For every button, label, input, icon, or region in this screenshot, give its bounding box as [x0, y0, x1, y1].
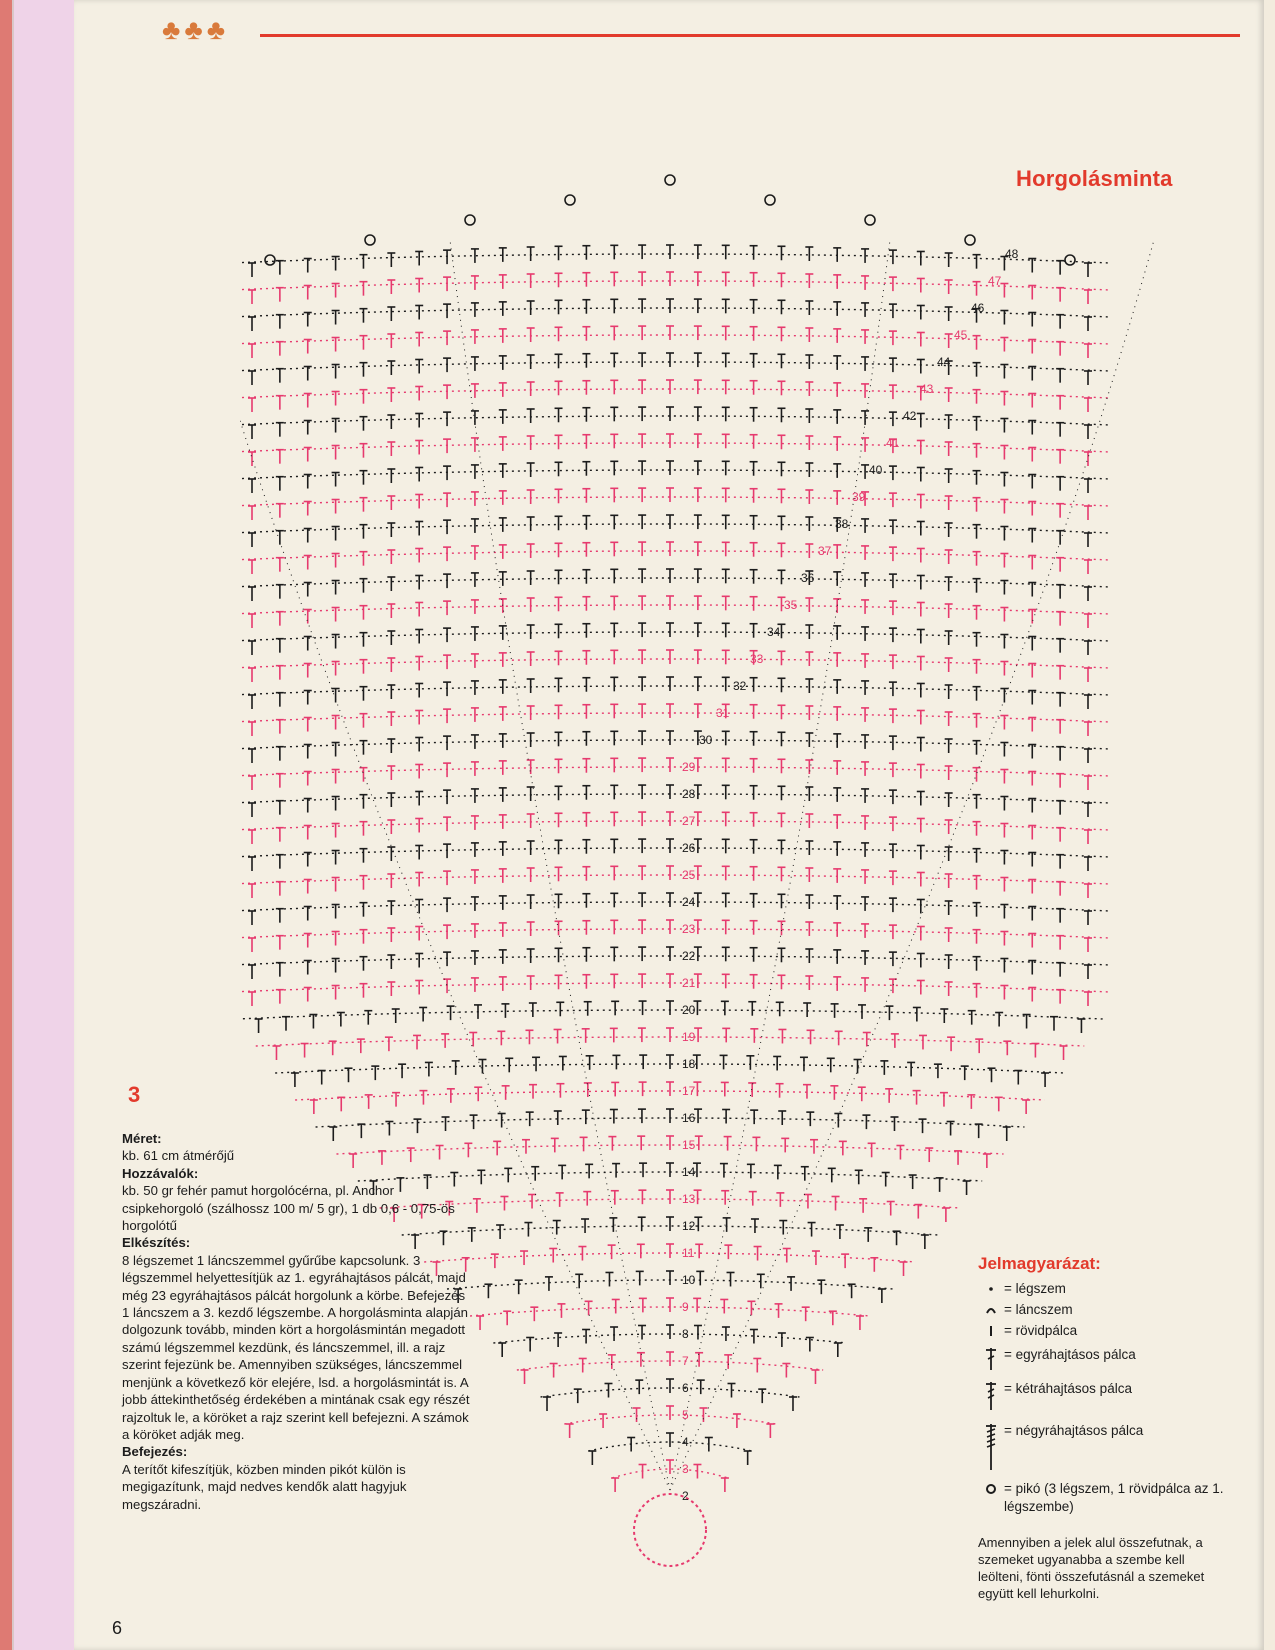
pattern-number: 3: [128, 1082, 141, 1107]
round-number: 13: [682, 1192, 696, 1206]
round-number: 14: [682, 1165, 696, 1179]
picot-mark: [365, 235, 375, 245]
round-number: 25: [682, 868, 696, 882]
round-number: 27: [682, 814, 696, 828]
picot-mark: [465, 215, 475, 225]
instructions: [122, 1130, 470, 1513]
round-number: 38: [835, 517, 849, 531]
legend-label: = légszem: [1004, 1281, 1066, 1296]
round-number: 35: [784, 598, 798, 612]
legend-item: [978, 1280, 1248, 1298]
legend-item: [978, 1322, 1248, 1340]
legend-item: [978, 1422, 1248, 1472]
legend-label: = pikó (3 légszem, 1 rövidpálca az 1. légszembe): [1004, 1481, 1224, 1514]
legend-label: = négyráhajtásos pálca: [1004, 1423, 1144, 1438]
legend-title: Jelmagyarázat:: [978, 1254, 1101, 1273]
diagram-title: Horgolásminta: [1016, 166, 1173, 191]
round-number: 29: [682, 760, 696, 774]
round-number: 42: [903, 409, 917, 423]
legend-item: [978, 1480, 1248, 1516]
method-heading: Elkészítés:: [122, 1235, 191, 1251]
treble-crochet-icon: [978, 1380, 1004, 1412]
picot-mark: [765, 195, 775, 205]
method-text: 8 légszemet 1 láncszemmel gyűrűbe kapcsolunk. 3 légszemmel helyettesítjük az 1. egyráhajtásos pálcát, majd még 23 egyráhajtásos pálcát horgolunk a körbe. Befejezés 1 láncszem a 3. kezdő légszembe. A horgolásminta alapján dolgozunk tovább, minden kört a horgolásmintán megadott számú légszemmel kezdünk, és láncszemmel, ill. a rajz szerint fejezünk be. Amennyiben szükséges, láncszemmel menjünk a következő kör elejére, lsd. a horgolásmintát is. A jobb áttekinthetőség érdekében a mintának csak egy részét rajzoltuk le, a köröket a rajz szerint kell befejezni. A számok a köröket adják meg.: [122, 1252, 470, 1442]
legend-label: = láncszem: [1004, 1302, 1073, 1317]
materials-text: kb. 50 gr fehér pamut horgolócérna, pl. Anchor csipkehorgoló (szálhossz 100 m/ 5 gr), 1 db 0,6 - 0,75-ös horgolótű: [122, 1183, 455, 1234]
legend-item: [978, 1301, 1248, 1319]
round-number: 39: [852, 490, 866, 504]
picot-mark: [965, 235, 975, 245]
single-crochet-icon: [978, 1322, 1004, 1338]
round-number: 36: [801, 571, 815, 585]
round-number: 30: [699, 733, 713, 747]
round-number: 44: [937, 355, 951, 369]
round-number: 46: [971, 301, 985, 315]
round-number: 3: [682, 1462, 689, 1476]
round-number: 43: [920, 382, 934, 396]
round-number: 41: [886, 436, 900, 450]
legend-note: Amennyiben a jelek alul összefutnak, a szemeket ugyanabba a szembe kell leölteni, fönti összefutásnál a szemeket együtt kell lehurkolni.: [978, 1535, 1205, 1601]
round-number: 45: [954, 328, 968, 342]
size-text: kb. 61 cm átmérőjű: [122, 1148, 235, 1164]
round-number: 23: [682, 922, 696, 936]
picot-icon: [978, 1480, 1004, 1496]
round-number: 22: [682, 949, 696, 963]
round-number: 10: [682, 1273, 696, 1287]
page-edge-pink: [14, 0, 74, 1650]
round-number: 37: [818, 544, 832, 558]
round-number: 9: [682, 1300, 689, 1314]
legend-label: = egyráhajtásos pálca: [1004, 1347, 1136, 1362]
header-ornament: ♣♣♣: [162, 14, 230, 45]
round-number: 26: [682, 841, 696, 855]
picot-mark: [565, 195, 575, 205]
round-number: 5: [682, 1408, 689, 1422]
size-heading: Méret:: [122, 1131, 162, 1146]
double-crochet-icon: [978, 1346, 1004, 1372]
section-guide: [670, 240, 890, 1490]
slip-stitch-arc-icon: [978, 1301, 1004, 1317]
round-number: 28: [682, 787, 696, 801]
quadruple-treble-icon: [978, 1422, 1004, 1472]
round-number: 48: [1005, 247, 1019, 261]
picot-mark: [665, 175, 675, 185]
picot-mark: [1065, 255, 1075, 265]
section-guide: [450, 240, 670, 1490]
round-number: 33: [750, 652, 764, 666]
round-number: 40: [869, 463, 883, 477]
materials-heading: Hozzávalók:: [122, 1165, 199, 1181]
picot-mark: [865, 215, 875, 225]
round-number: 6: [682, 1381, 689, 1395]
round-number: 21: [682, 976, 696, 990]
round-number: 34: [767, 625, 781, 639]
round-number: 7: [682, 1354, 689, 1368]
round-number: 47: [988, 274, 1002, 288]
page-number: 6: [112, 1618, 123, 1638]
legend-item: [978, 1380, 1248, 1412]
finish-heading: Befejezés:: [122, 1444, 188, 1460]
round-number: 19: [682, 1030, 696, 1044]
round-number: 2: [682, 1489, 689, 1503]
round-number: 8: [682, 1327, 689, 1341]
legend: [978, 1254, 1248, 1602]
round-number: 12: [682, 1219, 696, 1233]
chain-dot-icon: [978, 1280, 1004, 1296]
picot-mark: [265, 255, 275, 265]
header-rule: [260, 34, 1240, 37]
legend-item: [978, 1346, 1248, 1372]
round-number: 31: [716, 706, 730, 720]
round-number: 24: [682, 895, 696, 909]
legend-label: = kétráhajtásos pálca: [1004, 1381, 1132, 1396]
round-number: 20: [682, 1003, 696, 1017]
round-number: 18: [682, 1057, 696, 1071]
page-edge-red: [0, 0, 12, 1650]
finish-text: A terítőt kifeszítjük, közben minden pikót külön is megigazítunk, majd nedves kendők alatt hagyjuk megszáradni.: [122, 1461, 407, 1512]
round-number: 16: [682, 1111, 696, 1125]
round-number: 15: [682, 1138, 696, 1152]
center-ring: [634, 1494, 706, 1566]
round-number: 11: [682, 1246, 695, 1260]
legend-label: = rövidpálca: [1004, 1323, 1078, 1338]
round-number: 17: [682, 1084, 696, 1098]
round-number: 4: [682, 1435, 689, 1449]
round-number: 32: [733, 679, 747, 693]
